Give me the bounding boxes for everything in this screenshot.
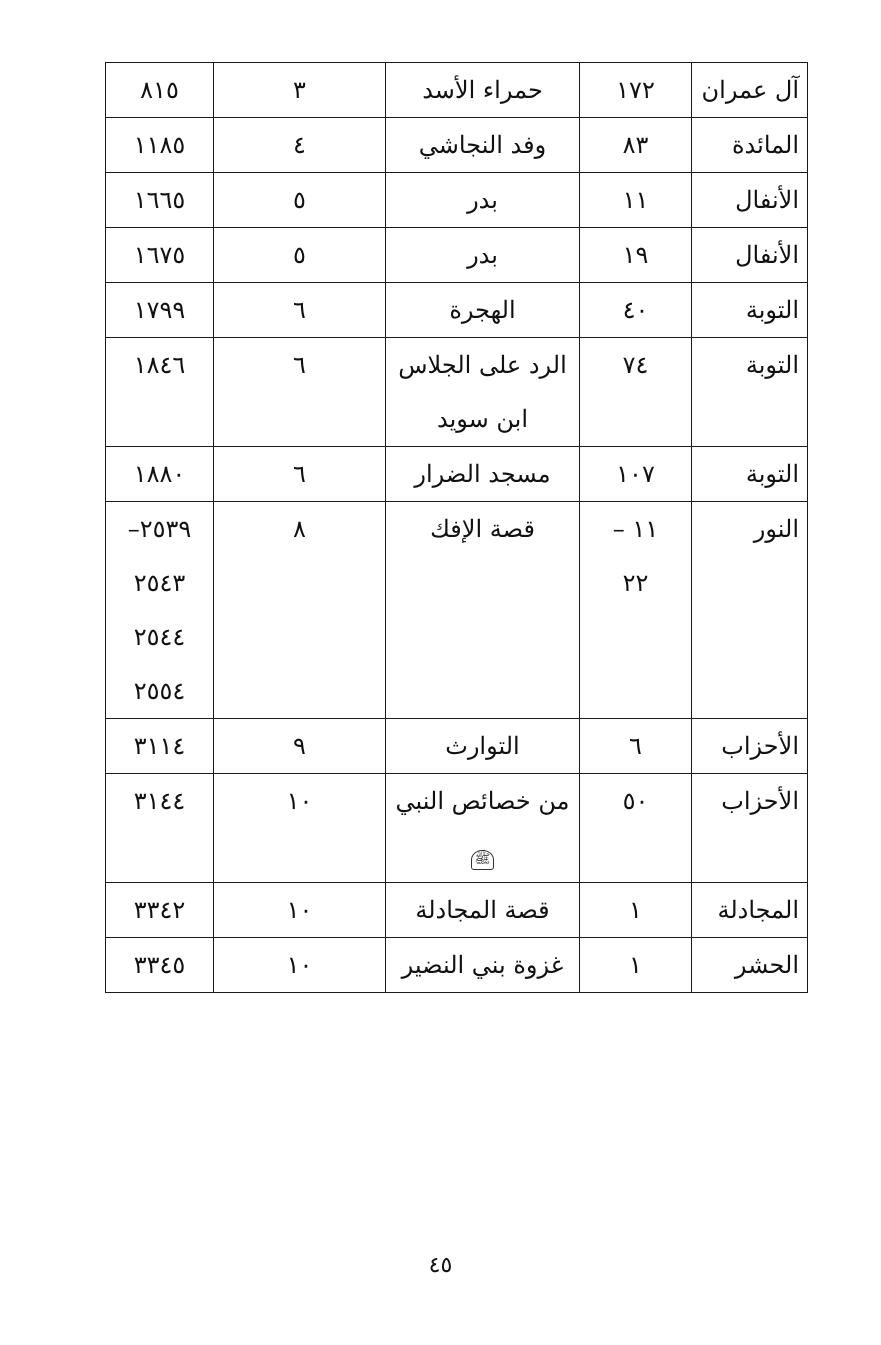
page-number: ٤٥	[428, 1253, 453, 1278]
topic-cell: حمراء الأسد	[386, 63, 580, 118]
part-cell: ٦	[214, 447, 386, 502]
part-cell: ١٠	[214, 774, 386, 883]
topic-cell: قصة الإفك	[386, 502, 580, 719]
surah-cell: آل عمران	[692, 63, 808, 118]
table-row	[106, 338, 808, 447]
part-cell: ٩	[214, 719, 386, 774]
part-cell: ٣	[214, 63, 386, 118]
ayah-cell: ١٠٧	[580, 447, 692, 502]
table-row	[106, 719, 808, 774]
table-row	[106, 118, 808, 173]
hadith-cell: ٣١١٤	[106, 719, 214, 774]
table-row	[106, 447, 808, 502]
table-row	[106, 883, 808, 938]
hadith-cell: ١٧٩٩	[106, 283, 214, 338]
hadith-cell: ٣٣٤٢	[106, 883, 214, 938]
hadith-cell: ١٦٧٥	[106, 228, 214, 283]
part-cell: ٨	[214, 502, 386, 719]
surah-cell: الأحزاب	[692, 719, 808, 774]
part-cell: ٦	[214, 283, 386, 338]
hadith-cell: ١١٨٥	[106, 118, 214, 173]
hadith-cell: ٢٥٣٩– ٢٥٤٣ ٢٥٤٤ ٢٥٥٤	[106, 502, 214, 719]
ayah-cell: ٨٣	[580, 118, 692, 173]
topic-cell: الرد على الجلاس ابن سويد	[386, 338, 580, 447]
salla-allah-alayhi-wasallam-glyph: ﷺ	[471, 850, 495, 870]
part-cell: ٦	[214, 338, 386, 447]
surah-cell: الأنفال	[692, 228, 808, 283]
topic-cell: الهجرة	[386, 283, 580, 338]
table-row	[106, 228, 808, 283]
table-row	[106, 774, 808, 883]
ayah-cell: ٤٠	[580, 283, 692, 338]
hadith-cell: ١٦٦٥	[106, 173, 214, 228]
ayah-cell: ٥٠	[580, 774, 692, 883]
hadith-cell: ٨١٥	[106, 63, 214, 118]
surah-cell: التوبة	[692, 447, 808, 502]
surah-cell: الأحزاب	[692, 774, 808, 883]
surah-cell: المائدة	[692, 118, 808, 173]
surah-cell: الأنفال	[692, 173, 808, 228]
ayah-cell: ١	[580, 938, 692, 993]
table-row	[106, 938, 808, 993]
surah-cell: المجادلة	[692, 883, 808, 938]
part-cell: ٥	[214, 173, 386, 228]
ayah-cell: ١٩	[580, 228, 692, 283]
topic-cell: من خصائص النبي ﷺ	[386, 774, 580, 883]
hadith-cell: ١٨٤٦	[106, 338, 214, 447]
table-row	[106, 63, 808, 118]
part-cell: ١٠	[214, 938, 386, 993]
ayah-cell: ٦	[580, 719, 692, 774]
part-cell: ٤	[214, 118, 386, 173]
table-row	[106, 283, 808, 338]
surah-cell: النور	[692, 502, 808, 719]
ayah-cell: ١	[580, 883, 692, 938]
table-row	[106, 173, 808, 228]
hadith-cell: ٣٣٤٥	[106, 938, 214, 993]
topic-cell: التوارث	[386, 719, 580, 774]
topic-cell: مسجد الضرار	[386, 447, 580, 502]
ayah-cell: ٧٤	[580, 338, 692, 447]
surah-cell: الحشر	[692, 938, 808, 993]
topic-cell: قصة المجادلة	[386, 883, 580, 938]
ayah-cell: ١١ – ٢٢	[580, 502, 692, 719]
ayah-cell: ١١	[580, 173, 692, 228]
index-table	[105, 62, 808, 993]
part-cell: ٥	[214, 228, 386, 283]
part-cell: ١٠	[214, 883, 386, 938]
topic-cell: بدر	[386, 173, 580, 228]
table-row	[106, 502, 808, 719]
surah-cell: التوبة	[692, 338, 808, 447]
hadith-cell: ٣١٤٤	[106, 774, 214, 883]
table-body	[106, 63, 808, 993]
hadith-cell: ١٨٨٠	[106, 447, 214, 502]
topic-cell: غزوة بني النضير	[386, 938, 580, 993]
topic-cell: بدر	[386, 228, 580, 283]
surah-cell: التوبة	[692, 283, 808, 338]
ayah-cell: ١٧٢	[580, 63, 692, 118]
topic-cell: وفد النجاشي	[386, 118, 580, 173]
